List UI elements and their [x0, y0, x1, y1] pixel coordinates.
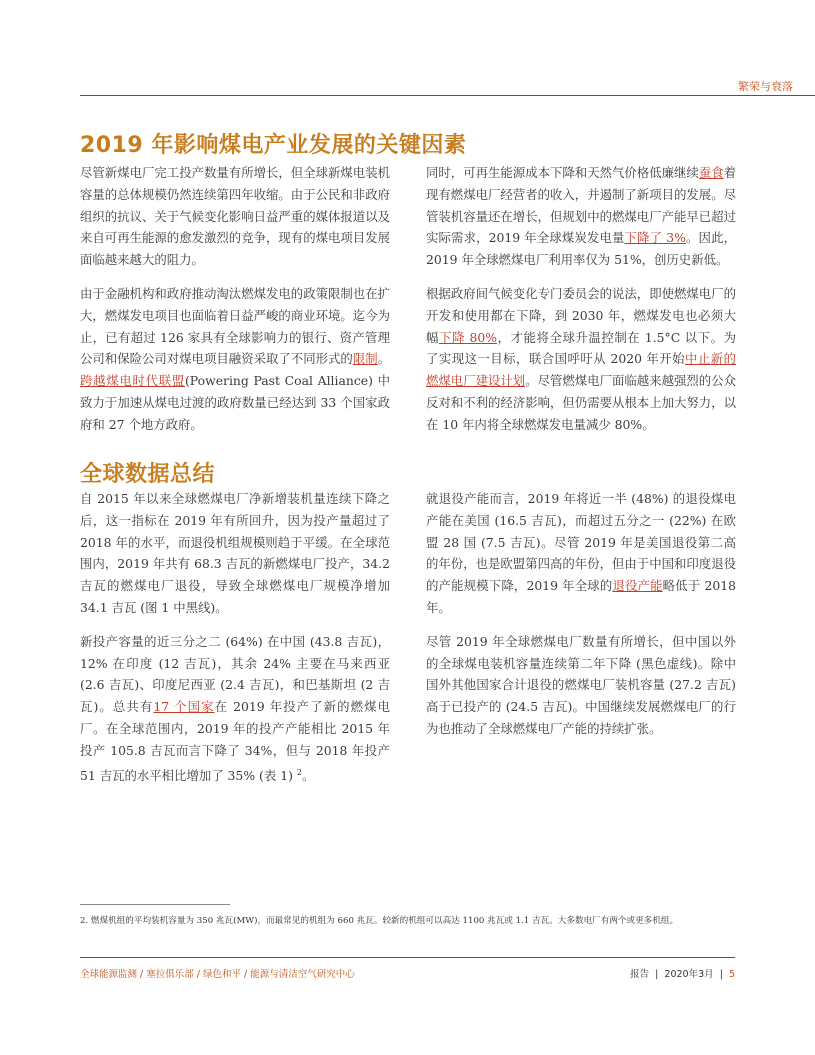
page-number: 5 [728, 969, 735, 980]
paragraph: 尽管 2019 年全球燃煤电厂数量有所增长，但中国以外的全球煤电装机容量连续第二年下降 (黑色虚线)。除中国外其他国家合计退役的燃煤电厂装机容量 (27.2 吉瓦) 高于已投产的 (24.5 吉瓦)。中国继续发展燃煤电厂的行为也推动了全球燃煤电厂产能的持续扩张。 [426, 633, 736, 736]
header-section-tag: 繁荣与衰落 [738, 80, 793, 93]
paragraph: 自 2015 年以来全球燃煤电厂净新增装机量连续下降之后，这一指标在 2019 年有所回升，因为投产量超过了 2018 年的水平，而退役机组规模则趋于平缓。在全球范围内，2019 年共有 68.3 吉瓦的新燃煤电厂投产，34.2 吉瓦的燃煤电厂退役，导致全球燃煤电厂规模净增加 34.1 吉瓦 (图 1 中黑线)。 [80, 491, 390, 615]
paragraph: 新投产容量的近三分之二 (64%) 在中国 (43.8 吉瓦)，12% 在印度 (12 吉瓦)，其余 24% 主要在马来西亚 (2.6 吉瓦)、印度尼西亚 (2.4 吉瓦)，和巴基斯坦 (2 吉瓦)。总共有17 个国家在 2019 年投产了新的燃煤电厂。在全球范围内，2019 年的投产产能相比 2015 年投产 105.8 吉瓦而言下降了 34%，但与 2018 年投产 51 吉瓦的水平相比增加了 35% (表 1) $^2$。 [80, 633, 390, 783]
ppca-link[interactable]: 跨越煤电时代联盟 [80, 373, 185, 389]
erode-link[interactable]: 蚕食 [698, 165, 724, 180]
paragraph: 就退役产能而言，2019 年将近一半 (48%) 的退役煤电产能在美国 (16.5 吉瓦)，而超过五分之一 (22%) 在欧盟 28 国 (7.5 吉瓦)。尽管 2019 年是美国退役第二高的年份，也是欧盟第四高的年份，但由于中国和印度退役的产能规模下降，2019 年全球的退役产能略低于 2018 年。 [426, 491, 736, 615]
decline-3pct-link[interactable]: 下降了 3% [624, 230, 686, 246]
section2-right-column [426, 488, 736, 752]
retired-capacity-link[interactable]: 退役产能 [612, 578, 663, 594]
paragraph: 根据政府间气候变化专门委员会的说法，即使燃煤电厂的开发和使用都在下降，到 2030 年，燃煤发电也必须大幅下降 80%，才能将全球升温控制在 1.5°C 以下。为了实现这一目标，联合国呼吁从 2020 年开始中止新的燃煤电厂建设计划。尽管燃煤电厂面临越来越强烈的公众反对和不利的经济影响，但仍需要从根本上加大努力，以在 10 年内将全球燃煤发电量减少 80%。 [426, 285, 737, 432]
footer-report-info [630, 966, 735, 980]
footnote: 2. 燃煤机组的平均装机容量为 350 兆瓦(MW)，而最常见的机组为 660 兆瓦。较新的机组可以高达 1100 兆瓦或 1.1 吉瓦。大多数电厂有两个或更多机组。 [80, 916, 679, 926]
footer-report-label: 报告 [630, 969, 650, 980]
section2-left-column [80, 488, 390, 798]
17-countries-link[interactable]: 17 个国家 [153, 699, 215, 715]
paragraph: 尽管新煤电厂完工投产数量有所增长，但全球新煤电装机容量的总体规模仍然连续第四年收缩。由于公民和非政府组织的抗议、关于气候变化影响日益严重的媒体报道以及来自可再生能源的愈发激烈的竞争，现有的煤电项目发展面临越来越大的阻力。 [80, 165, 390, 268]
restrictions-link[interactable]: 限制 [352, 351, 378, 367]
footnote-ref: 2 [296, 767, 302, 777]
footer-organizations: 全球能源监测 / 塞拉俱乐部 / 绿色和平 / 能源与清洁空气研究中心 [80, 969, 355, 980]
section1-title: 2019 年影响煤电产业发展的关键因素 [80, 133, 467, 158]
header-rule [80, 95, 815, 96]
footnote-divider [80, 904, 230, 905]
section2-title: 全球数据总结 [80, 462, 216, 487]
paragraph: 同时，可再生能源成本下降和天然气价格低廉继续蚕食着现有燃煤电厂经营者的收入，并遏制了新项目的发展。尽管装机容量还在增长，但规划中的燃煤电厂产能早已超过实际需求，2019 年全球煤炭发电量下降了 3%。因此，2019 年全球燃煤电厂利用率仅为 51%，创历史新低。 [426, 165, 737, 268]
footer-date: 2020年3月 [664, 969, 714, 980]
footer-separator: | [719, 969, 723, 980]
section1-left-column [80, 162, 390, 448]
decline-80pct-link[interactable]: 下降 80% [438, 329, 497, 345]
halt-new-plants-link[interactable]: 中止新的燃煤电厂建设计划 [426, 351, 736, 389]
footer-separator: | [655, 969, 659, 980]
section1-right-column [426, 162, 736, 448]
paragraph: 由于金融机构和政府推动淘汰燃煤发电的政策限制也在扩大，燃煤发电项目也面临着日益严峻的商业环境。迄今为止，已有超过 126 家具有全球影响力的银行、资产管理公司和保险公司对煤电项目融资采取了不同形式的限制。跨越煤电时代联盟(Powering Past Coal Alliance) 中致力于加速从煤电过渡的政府数量已经达到 33 个国家政府和 27 个地方政府。 [80, 285, 391, 432]
footer-rule [80, 957, 735, 958]
